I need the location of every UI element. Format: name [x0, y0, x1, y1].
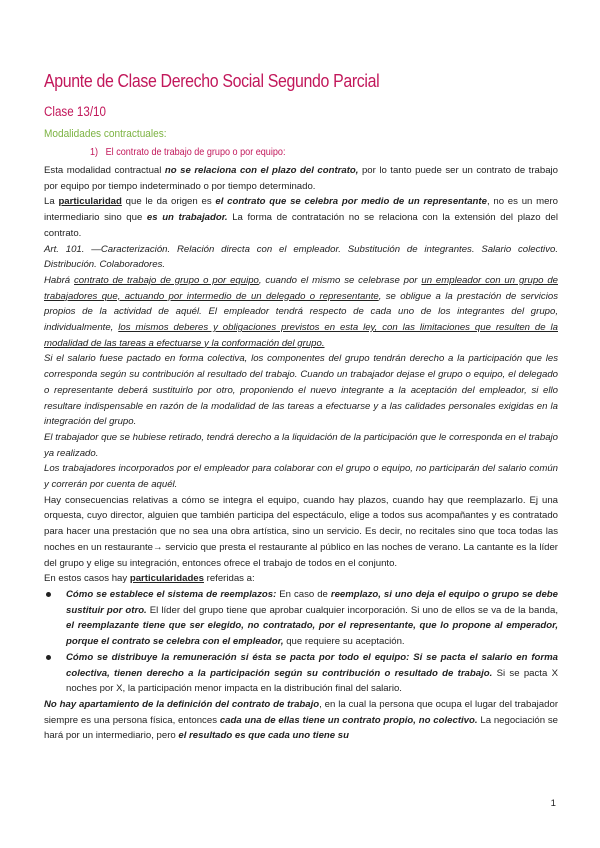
item-number: 1): [90, 147, 99, 158]
text-run: referidas a:: [203, 573, 255, 585]
text-run-bold: cada una de ellas tiene un contrato propio, no colectivo.: [219, 714, 478, 726]
text-run: El líder del grupo tiene que aprobar cualquier incorporación. Si uno de ellos se va de la banda,: [146, 604, 558, 616]
text-run: que le da origen es: [121, 196, 216, 208]
text-run: , se obligue a la prestación de servicios propios de la actividad de aquél. El empleador tendrá respecto de cada uno de los integrantes del grupo, individualmente,: [44, 290, 558, 334]
text-run-bold: no se relaciona con el plazo del contrato,: [164, 165, 359, 176]
article-paragraph-1: [44, 273, 558, 352]
text-run-bold: No hay apartamiento de la definición del contrato de trabajo: [44, 698, 320, 710]
text-run-italic: Art. 101. —Caracterización. Relación directa con el empleador. Substitución de integrantes. Salario colectivo. Distribución. Colaboradores.: [44, 243, 558, 271]
item-title: El contrato de trabajo de grupo o por equipo:: [105, 147, 286, 158]
text-run-italic: Si el salario fuese pactado en forma colectiva, los componentes del grupo tendrán derecho a la participación que les corresponda según su contribución al resultado del trabajo. Cuando un trabajador dejase el grupo o equipo, el delegado o representante deberá sustituirlo por otro, proponiendo el nuevo integrante a la aceptación del empleador, si ello resultare indispensable en razón de la modalidad de las tareas a efectuarse y a las calidades personales exigidas en la integración del grupo.: [44, 353, 558, 428]
text-run: , no es un mero intermediario sino que: [44, 196, 558, 224]
list-item: [66, 587, 558, 650]
paragraph-modalidad: [44, 163, 558, 194]
text-run: que requiere su aceptación.: [283, 636, 405, 648]
paragraph-consecuencias: Hay consecuencias relativas a cómo se integra el equipo, cuando hay plazos, cuando hay que reemplazarlo. Ej una orquesta, cuyo director, alguien que también participa del espectáculo, elige a todos sus acompañantes y es contratado para hacer una prestación que no sea una obra artística, sino un servicio. Es decir, no recitales sino que toca todas las noches en un restaurante→ servicio que presta el restaurante al público en las noches de verano. La cantante es la líder del grupo y elige su integración, entonces ofrece el trabajo de todos en el conjunto.: [44, 494, 558, 569]
text-run-bold: el resultado es que cada uno tiene su: [178, 730, 349, 742]
text-run-underline: un empleador con un grupo de trabajadores que, actuando por intermedio de un delegado o representante: [44, 274, 559, 302]
numbered-heading: [90, 147, 502, 163]
article-paragraph-3: [44, 430, 558, 461]
paragraph-particularidad: [44, 194, 558, 241]
text-run: En estos casos hay: [44, 573, 130, 585]
text-run-bold: Cómo se establece el sistema de reemplazos:: [66, 588, 277, 600]
article-paragraph-2: [44, 351, 558, 430]
text-run: Si se pacta X noches por X, la participación menor impacta en la distribución final del salario.: [66, 667, 558, 695]
text-run-bold-underline: particularidad: [58, 196, 122, 208]
text-run-italic: Los trabajadores incorporados por el empleador para colaborar con el grupo o equipo, no participarán del salario común y correrán por cuenta de aquél.: [44, 463, 558, 491]
text-run: Esta modalidad contractual: [44, 165, 165, 176]
text-run: La: [44, 196, 59, 208]
text-run-bold-underline: particularidades: [129, 573, 204, 585]
text-run: En caso de: [276, 588, 331, 600]
text-run-bold: es un trabajador.: [146, 212, 228, 224]
text-run-italic: El trabajador que se hubiese retirado, tendrá derecho a la liquidación de la participación que le corresponda en el trabajo ya realizado.: [44, 431, 558, 459]
article-heading: [44, 242, 558, 273]
text-run: Habrá: [44, 274, 74, 286]
text-run: , en la cual la persona que ocupa el lugar del trabajador siempre es una persona física, entonces: [44, 698, 559, 726]
text-run-bold: el contrato que se celebra por medio de un representante: [215, 196, 487, 208]
page-number: 1: [550, 798, 556, 809]
text-run: , cuando el mismo se celebrase por: [258, 274, 422, 286]
document-page: [44, 70, 558, 744]
list-item: [66, 650, 558, 697]
bullet-list: [44, 587, 558, 697]
text-run-underline: contrato de trabajo de grupo o por equipo: [74, 274, 259, 286]
text-run: La forma de contratación no se relaciona con la extensión del plazo del contrato.: [44, 212, 558, 239]
text-run: por lo tanto puede ser un contrato de trabajo por equipo por tiempo indeterminado o por tiempo determinado.: [44, 165, 559, 192]
paragraph-particularidades: [44, 571, 558, 587]
text-run-underline: los mismos deberes y obligaciones previstos en esta ley, con las limitaciones que resulten de la modalidad de las tareas a efectuarse y la conformación del grupo.: [44, 322, 558, 349]
text-run-bold: el reemplazante tiene que ser elegido, no contratado, por el representante, que lo propone al emperador, porque el contrato se celebra con el empleador,: [66, 620, 558, 648]
text-run: La negociación se hará por un intermediario, pero: [44, 714, 558, 742]
class-subtitle: Clase 13/10: [44, 104, 106, 119]
paragraph-apartamiento: [44, 697, 558, 744]
document-title: Apunte de Clase Derecho Social Segundo Parcial: [44, 70, 380, 91]
text-run-bold: reemplazo, si uno deja el equipo o grupo se debe sustituir por otro.: [66, 588, 558, 616]
article-paragraph-4: [44, 461, 558, 492]
text-run-bold: Cómo se distribuye la remuneración si ésta se pacta por todo el equipo: Si se pacta el salario en forma colectiva, tienen derecho a la participación según su contribución o resultado de trabajo.: [66, 651, 558, 679]
section-heading: Modalidades contractuales:: [44, 128, 167, 140]
